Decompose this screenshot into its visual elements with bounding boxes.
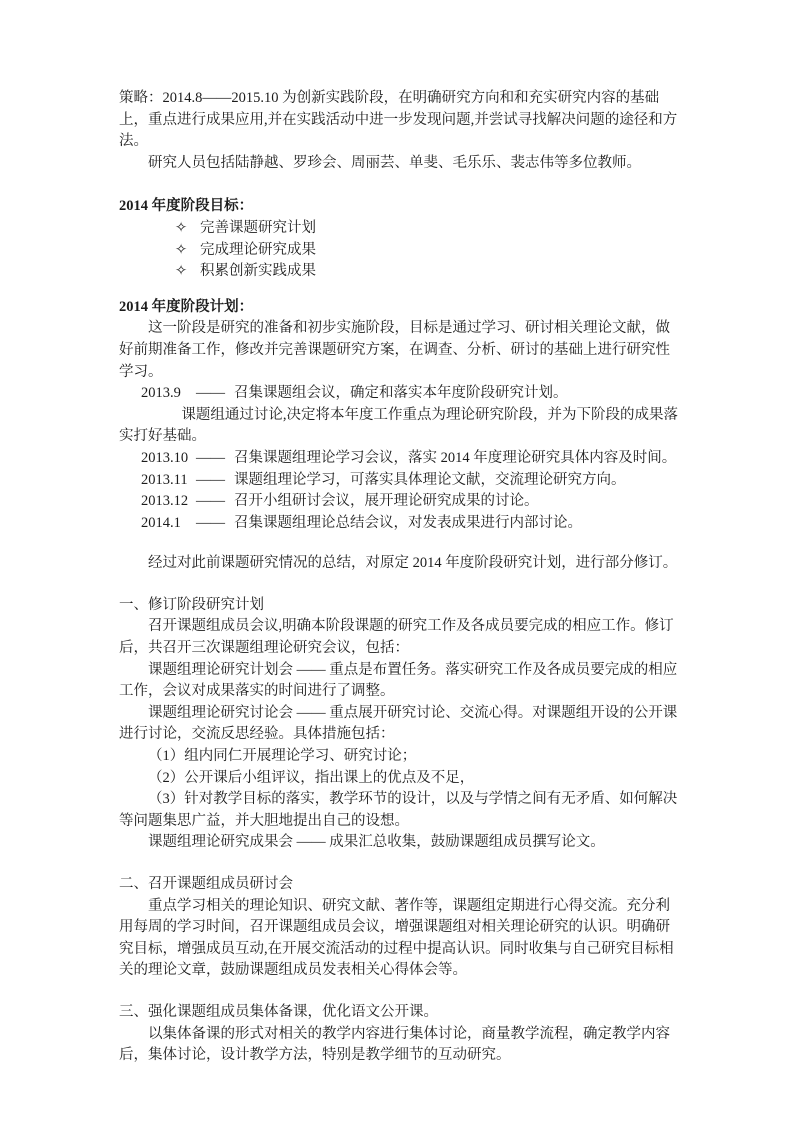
timeline-row xyxy=(119,470,678,492)
heading-annual-goals: 2014 年度阶段目标： xyxy=(119,198,254,215)
timeline-dash: —— xyxy=(196,471,225,488)
goal-item-label: 完善课题研究计划 xyxy=(200,219,316,236)
timeline-dash: —— xyxy=(196,449,225,466)
section-paragraph: （3）针对教学目标的落实，教学环节的设计，以及与学情之间有无矛盾、如何解决等问题集思广益，并大胆地提出自己的设想。 xyxy=(119,791,678,829)
section-paragraph: 以集体备课的形式对相关的教学内容进行集体讨论，商量教学流程，确定教学内容后，集体讨论，设计教学方法，特别是教学细节的互动研究。 xyxy=(119,1025,670,1064)
section-member-seminar xyxy=(119,874,678,982)
timeline-row xyxy=(119,491,678,513)
section-paragraph: 课题组理论研究计划会 —— 重点是布置任务。落实研究工作及各成员要完成的相应工作，会议对成果落实的时间进行了调整。 xyxy=(119,661,678,700)
timeline-dash: —— xyxy=(196,385,225,402)
heading-annual-plan: 2014 年度阶段计划： xyxy=(119,298,254,315)
section-heading: 三、强化课题组成员集体备课，优化语文公开课。 xyxy=(119,1003,438,1020)
section-heading: 一、修订阶段研究计划 xyxy=(119,596,264,613)
goal-list-item xyxy=(119,218,678,240)
timeline-text: 召集课题组理论总结会议，对发表成果进行内部讨论。 xyxy=(234,514,582,531)
timeline-row xyxy=(119,383,678,405)
diamond-bullet-icon: ✧ xyxy=(175,263,188,280)
timeline-text: 召集课题组会议，确定和落实本年度阶段研究计划。 xyxy=(234,385,568,402)
timeline-row xyxy=(119,448,678,470)
section-paragraph: （2）公开课后小组评议，指出课上的优点及不足， xyxy=(148,769,475,786)
section-group-lesson-prep xyxy=(119,1002,678,1067)
paragraph-revision-note: 经过对此前课题研究情况的总结，对原定 2014 年度阶段研究计划，进行部分修订。 xyxy=(148,555,678,572)
section-paragraph: 课题组理论研究讨论会 —— 重点展开研究讨论、交流心得。对课题组开设的公开课进行讨论，交流反思经验。具体措施包括： xyxy=(119,704,678,743)
timeline-date: 2013.9 xyxy=(141,385,181,402)
timeline-date: 2014.1 xyxy=(141,514,181,531)
timeline-date: 2013.12 xyxy=(141,493,189,510)
diamond-bullet-icon: ✧ xyxy=(175,241,188,258)
paragraph-plan-overview: 这一阶段是研究的准备和初步实施阶段，目标是通过学习、研讨相关理论文献，做好前期准备工作，修改并完善课题研究方案，在调查、分析、研讨的基础上进行研究性学习。 xyxy=(119,320,670,380)
goal-list-item xyxy=(119,240,678,262)
section-heading: 二、召开课题组成员研讨会 xyxy=(119,876,293,892)
section-paragraph: 召开课题组成员会议,明确本阶段课题的研究工作及各成员要完成的相应工作。修订后，共召开三次课题组理论研究会议，包括： xyxy=(119,618,674,657)
goals-list xyxy=(119,218,678,283)
section-paragraph: （1）组内同仁开展理论学习、研究讨论； xyxy=(148,748,417,765)
timeline-dash: —— xyxy=(196,514,225,531)
section-revise-plan xyxy=(119,595,678,854)
timeline-row xyxy=(119,513,678,535)
goal-item-label: 完成理论研究成果 xyxy=(200,241,316,258)
timeline-dash: —— xyxy=(196,493,225,510)
section-paragraph: 重点学习相关的理论知识、研究文献、著作等，课题组定期进行心得交流。充分利用每周的学习时间，召开课题组成员会议，增强课题组对相关理论研究的认识。明确研究目标，增强成员互动,在开展交流活动的过程中提高认识。同时收集与自己研究目标相关的理论文章，鼓励课题组成员发表相关心得体会等。 xyxy=(119,897,674,979)
diamond-bullet-icon: ✧ xyxy=(175,219,188,236)
section-paragraph: 课题组理论研究成果会 —— 成果汇总收集，鼓励课题组成员撰写论文。 xyxy=(148,834,605,851)
goal-item-label: 积累创新实践成果 xyxy=(200,263,316,280)
timeline-text: 召集课题组理论学习会议，落实 2014 年度理论研究具体内容及时间。 xyxy=(234,449,677,466)
timeline-date: 2013.10 xyxy=(141,449,189,466)
paragraph-strategy: 策略：2014.8——2015.10 为创新实践阶段，在明确研究方向和和充实研究内容的基础上，重点进行成果应用,并在实践活动中进一步发现问题,并尝试寻找解决问题的途径和方法。 xyxy=(119,90,678,150)
paragraph-members: 研究人员包括陆静越、罗珍会、周丽芸、单斐、毛乐乐、裴志伟等多位教师。 xyxy=(148,154,641,171)
timeline-date: 2013.11 xyxy=(141,471,188,488)
timeline-text: 召开小组研讨会议，展开理论研究成果的讨论。 xyxy=(234,493,539,510)
paragraph-plan-note: 课题组通过讨论,决定将本年度工作重点为理论研究阶段，并为下阶段的成果落实打好基础。 xyxy=(119,406,678,445)
timeline-text: 课题组理论学习，可落实具体理论文献，交流理论研究方向。 xyxy=(234,471,626,488)
goal-list-item xyxy=(119,261,678,283)
